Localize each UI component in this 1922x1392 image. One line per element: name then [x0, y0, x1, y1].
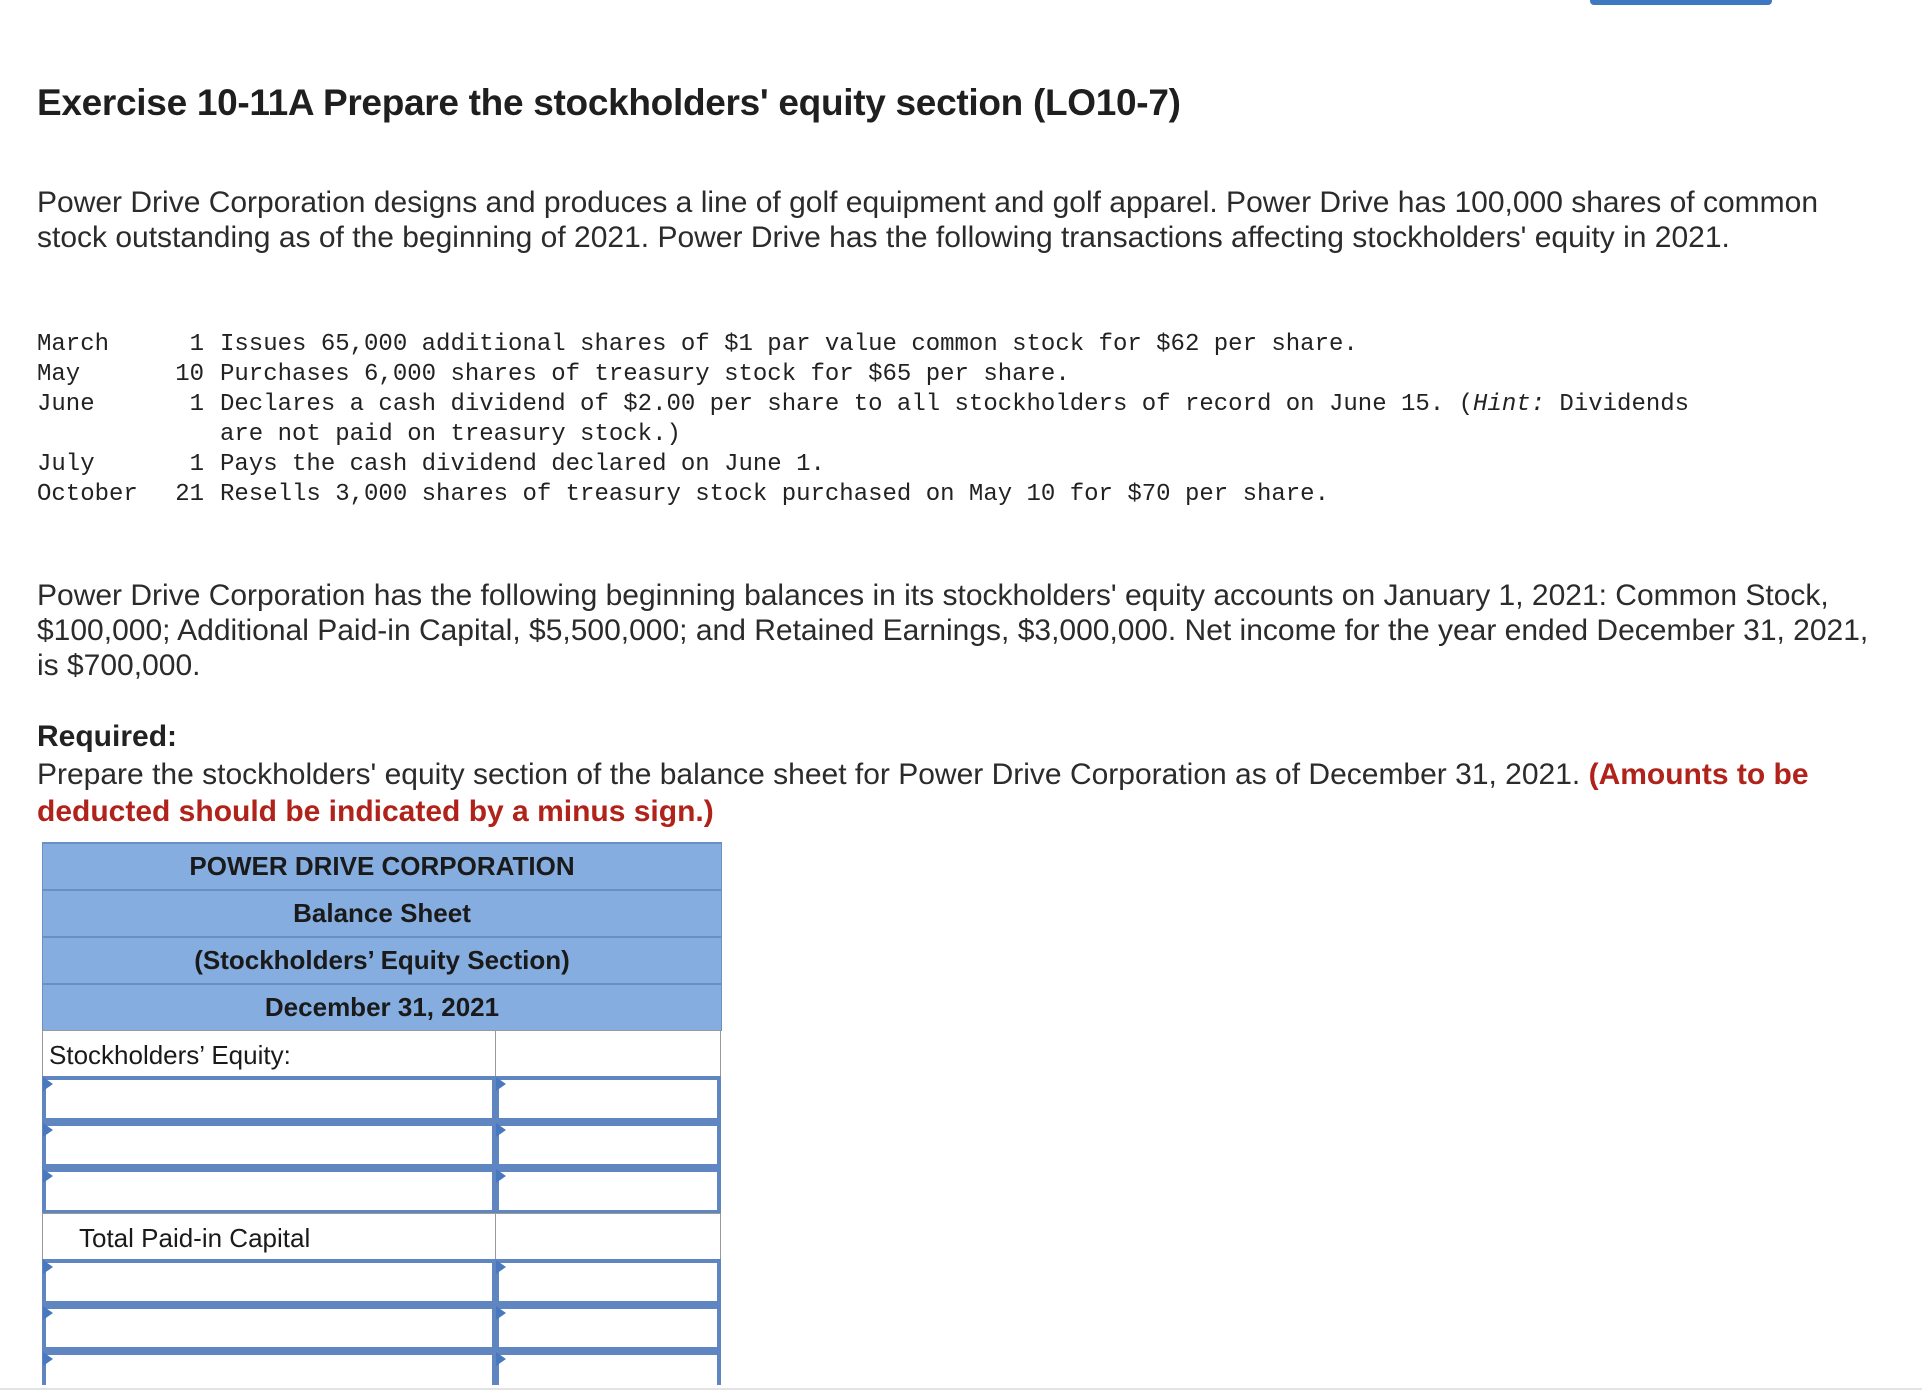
account-input[interactable] [46, 1263, 492, 1301]
amount-cell[interactable] [495, 1305, 721, 1351]
amount-input[interactable] [499, 1080, 717, 1118]
transaction-continuation-row [37, 420, 1689, 450]
transaction-row [37, 360, 1689, 390]
intro-paragraph: Power Drive Corporation designs and produces a line of golf equipment and golf apparel. Power Drive has 100,000 shares of common stock outstanding as of the beginning of 2021. Power Drive has the following transactions affecting stockholders' equity in 2021. [37, 186, 1819, 254]
dropdown-indicator-icon [496, 1123, 506, 1137]
amount-cell[interactable] [495, 1168, 721, 1214]
total-paid-in-label: Total Paid-in Capital [79, 1223, 311, 1253]
dropdown-indicator-icon [43, 1123, 53, 1137]
dropdown-indicator-icon [496, 1260, 506, 1274]
dropdown-indicator-icon [496, 1169, 506, 1183]
account-select-cell[interactable] [42, 1168, 496, 1214]
transaction-text: Resells 3,000 shares of treasury stock purchased on May 10 for $70 per share. [220, 481, 1329, 508]
sheet-date: December 31, 2021 [42, 983, 722, 1031]
required-heading: Required: [37, 720, 178, 753]
dropdown-indicator-icon [496, 1306, 506, 1320]
amount-input[interactable] [499, 1355, 717, 1385]
entry-row [42, 1168, 722, 1214]
sheet-statement-name: Balance Sheet [42, 889, 722, 937]
transaction-day: 1 [189, 331, 204, 358]
dropdown-indicator-icon [43, 1260, 53, 1274]
amount-cell[interactable] [495, 1122, 721, 1168]
balances-paragraph: Power Drive Corporation has the following beginning balances in its stockholders' equity accounts on January 1, 2021: Common Stock, $100,000; Additional Paid-in Capital, $5,500,000; and Retained Earnings, $3,000,000. Net income for the year ended December 31, 2021, is $700,000. [37, 579, 1869, 682]
transaction-month: May [37, 361, 81, 388]
account-input[interactable] [46, 1080, 492, 1118]
transaction-text: Pays the cash dividend declared on June 1. [220, 451, 825, 478]
account-select-cell[interactable] [42, 1259, 496, 1305]
dropdown-indicator-icon [496, 1352, 506, 1366]
transaction-month: June [37, 391, 95, 418]
transaction-day: 1 [189, 451, 204, 478]
dropdown-indicator-icon [43, 1077, 53, 1091]
dropdown-indicator-icon [496, 1077, 506, 1091]
transaction-text-part: Dividends [1545, 391, 1690, 418]
page-bottom-divider [0, 1388, 1922, 1390]
account-input[interactable] [46, 1126, 492, 1164]
entry-row [42, 1351, 722, 1385]
entry-row [42, 1076, 722, 1122]
equity-label-row [42, 1030, 722, 1076]
entry-row [42, 1122, 722, 1168]
balance-sheet-worksheet [42, 843, 722, 1385]
total-paid-in-amount[interactable] [495, 1213, 721, 1260]
amount-input[interactable] [499, 1263, 717, 1301]
account-input[interactable] [46, 1172, 492, 1210]
amount-input[interactable] [499, 1126, 717, 1164]
dropdown-indicator-icon [43, 1306, 53, 1320]
transactions-list [37, 330, 1689, 510]
amount-cell[interactable] [495, 1076, 721, 1122]
transaction-text [220, 390, 1689, 420]
transaction-day: 1 [189, 391, 204, 418]
required-instructions [37, 756, 1887, 830]
sheet-section-name: (Stockholders’ Equity Section) [42, 936, 722, 984]
account-select-cell[interactable] [42, 1351, 496, 1385]
amount-input[interactable] [499, 1309, 717, 1347]
transaction-day: 21 [175, 481, 204, 508]
transaction-row [37, 330, 1689, 360]
account-input[interactable] [46, 1309, 492, 1347]
transaction-text: Issues 65,000 additional shares of $1 par value common stock for $62 per share. [220, 331, 1358, 358]
transaction-row [37, 390, 1689, 420]
total-paid-in-row [42, 1213, 722, 1259]
entry-row [42, 1305, 722, 1351]
transaction-continuation: are not paid on treasury stock.) [220, 421, 681, 448]
transaction-month: July [37, 451, 95, 478]
account-input[interactable] [46, 1355, 492, 1385]
transaction-text-part: Declares a cash dividend of $2.00 per share to all stockholders of record on June 15. ( [220, 391, 1474, 418]
top-tab-indicator [1590, 0, 1772, 5]
amount-input[interactable] [499, 1172, 717, 1210]
dropdown-indicator-icon [43, 1169, 53, 1183]
account-select-cell[interactable] [42, 1122, 496, 1168]
required-text: Prepare the stockholders' equity section of the balance sheet for Power Drive Corporation as of December 31, 2021. [37, 758, 1589, 791]
sheet-company-name: POWER DRIVE CORPORATION [42, 842, 722, 890]
transaction-row [37, 480, 1689, 510]
transaction-day: 10 [175, 361, 204, 388]
dropdown-indicator-icon [43, 1352, 53, 1366]
entry-row [42, 1259, 722, 1305]
amount-cell[interactable] [495, 1351, 721, 1385]
transaction-text: Purchases 6,000 shares of treasury stock for $65 per share. [220, 361, 1070, 388]
equity-label: Stockholders’ Equity: [49, 1040, 291, 1070]
deduction-note: (Amounts to be deducted should be indicated by a minus sign.) [37, 758, 1809, 828]
account-select-cell[interactable] [42, 1076, 496, 1122]
transaction-month: March [37, 331, 110, 358]
hint-label: Hint: [1473, 391, 1546, 418]
exercise-title: Exercise 10-11A Prepare the stockholders' equity section (LO10-7) [37, 82, 1181, 123]
transaction-month: October [37, 481, 138, 508]
transaction-row [37, 450, 1689, 480]
account-select-cell[interactable] [42, 1305, 496, 1351]
amount-cell[interactable] [495, 1259, 721, 1305]
